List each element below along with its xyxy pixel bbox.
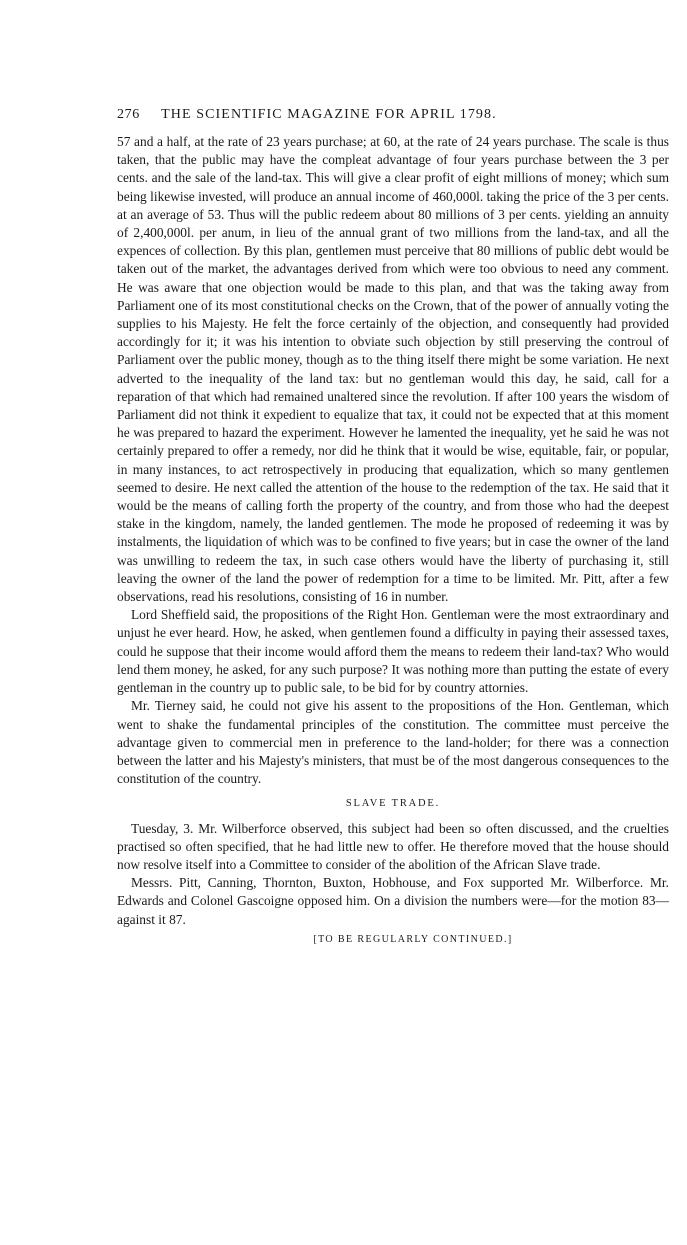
article-body bbox=[117, 133, 669, 949]
paragraph-wilberforce: Tuesday, 3. Mr. Wilberforce observed, this subject had been so often discussed, and the cruelties practised so often specified, that he had little new to offer. He therefore moved that the house should now resolve itself into a Committee to consider of the abolition of the African Slave trade. bbox=[117, 820, 669, 872]
page-title: THE SCIENTIFIC MAGAZINE FOR APRIL 1798. bbox=[161, 107, 497, 122]
paragraph-pitt-plan: 57 and a half, at the rate of 23 years purchase; at 60, at the rate of 24 years purchase. The scale is thus taken, that the public may have the compleat advantage of four years purchase between the 3 per cents. and the sale of the land-tax. This will give a clear profit of eight millions of money; which sum being likewise invested, will produce an annual income of 460,000l. taking the price of the 3 per cents. at an average of 53. Thus will the public redeem about 80 millions of 3 per cents. yielding an annuity of 2,400,000l. per anum, in lieu of the annual grant of two millions from the land-tax, and all the expences of collection. By this plan, gentlemen must perceive that 80 millions of public debt would be taken out of the market, the advantages derived from which were too obvious to need any comment. He was aware that one objection would be made to this plan, and that was the taking away from Parliament one of its most constitutional checks on the Crown, that of the power of annually voting the supplies to his Majesty. He felt the force certainly of the objection, and consequently had provided accordingly for it; it was his intention to obviate such objection by still preserving the controul of Parliament over the public money, though as to the thing itself there might be some variation. He next adverted to the inequality of the land tax: but no gentleman would this day, he said, call for a reparation of that which had remained unaltered since the revolution. If after 100 years the wisdom of Parliament did not think it expedient to equalize that tax, it could not be expected that at this moment he was prepared to hazard the experiment. However he lamented the inequality, yet he said he was not certainly prepared to offer a remedy, nor did he think that it would be wise, equitable, fair, or popular, in many instances, to act retrospectively in producing that equalization, which so many gentlemen seemed to desire. He next called the attention of the house to the redemption of the tax. He said that it would be the means of calling forth the property of the country, and from those who had the deepest stake in the kingdom, namely, the landed gentlemen. The mode he proposed of redeeming it was by instalments, the liquidation of which was to be confined to five years; but in case the owner of the land was unwilling to redeem the tax, in such case others would have the liberty of purchasing it, still leaving the owner of the land the power of redemption for a time to be limited. Mr. Pitt, after a few observations, read his resolutions, consisting of 16 in number. bbox=[117, 134, 669, 605]
paragraph-division: Messrs. Pitt, Canning, Thornton, Buxton, Hobhouse, and Fox supported Mr. Wilberforce. Mr. Edwards and Colonel Gascoigne opposed him. On a division the numbers were—for the motion 83—against it 87. bbox=[117, 875, 669, 927]
section-heading: SLAVE TRADE. bbox=[345, 798, 441, 810]
paragraph-mr-tierney: Mr. Tierney said, he could not give his assent to the propositions of the Hon. Gentleman, which went to shake the fundamental principles of the constitution. The committee must perceive the advantage given to commercial men in preference to the land-holder; for there was a connection between the latter and his Majesty's ministers, that must be of the most dangerous consequences to the constitution of the country. bbox=[117, 698, 669, 787]
paragraph-lord-sheffield: Lord Sheffield said, the propositions of the Right Hon. Gentleman were the most extraordinary and unjust he ever heard. How, he asked, when gentlemen found a difficulty in paying their assessed taxes, could he suppose that their income would afford them the means to redeem their land-tax? Who would lend them money, he asked, for any such purpose? It was nothing more than putting the estate of every gentleman in the country up to public sale, to be bid for by country attornies. bbox=[117, 607, 669, 696]
running-header bbox=[117, 106, 669, 124]
page-number: 276 bbox=[117, 107, 140, 122]
continued-note: [TO BE REGULARLY CONTINUED.] bbox=[313, 933, 513, 945]
